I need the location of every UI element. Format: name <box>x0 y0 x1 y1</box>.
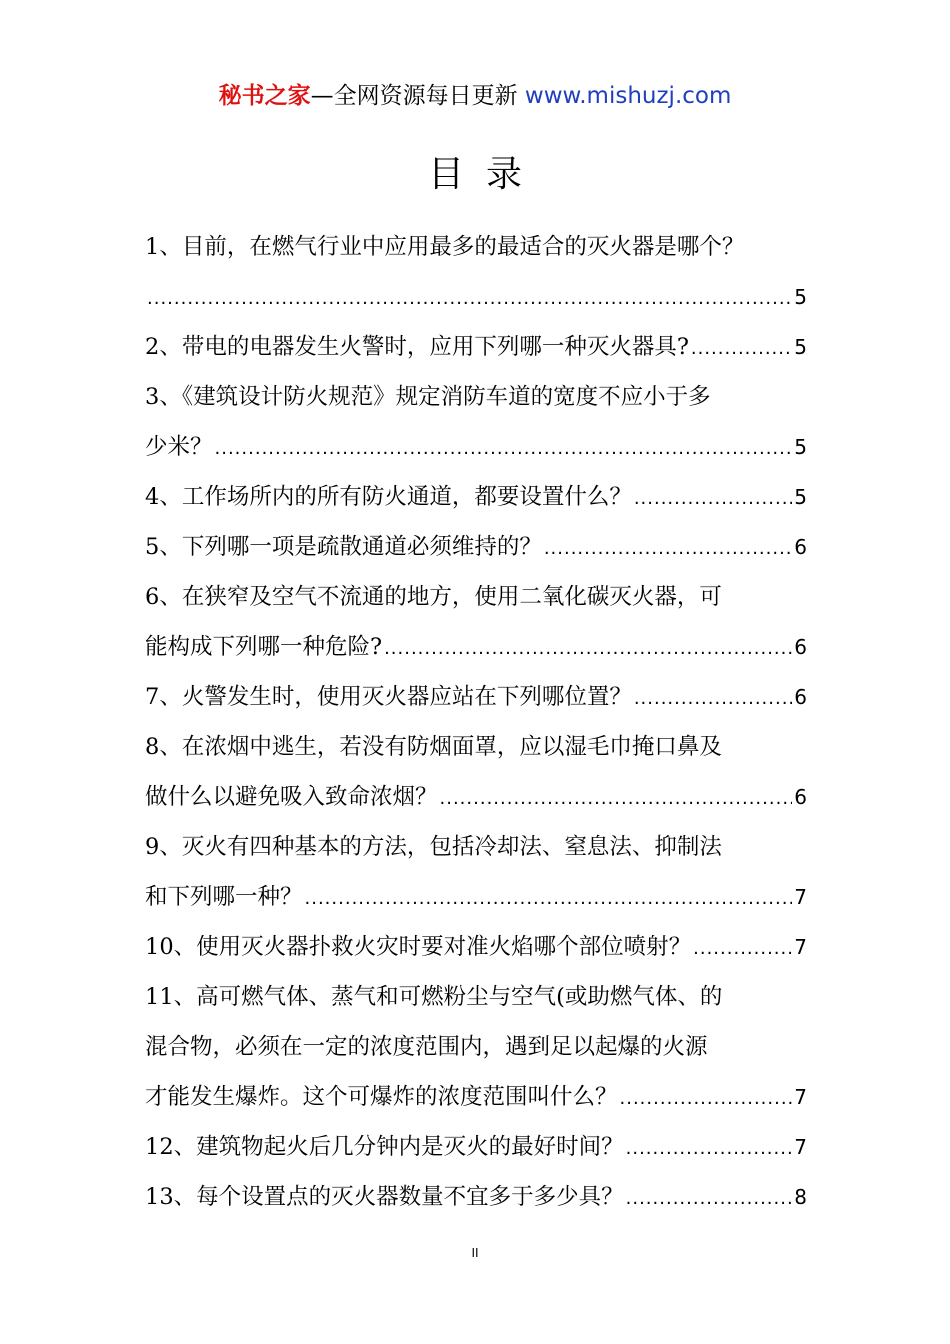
site-url-link[interactable]: www.mishuzj.com <box>524 83 732 109</box>
toc-entry-text: 6、在狭窄及空气不流通的地方，使用二氧化碳灭火器，可 <box>145 584 722 610</box>
toc-page-number: 5 <box>794 435 807 459</box>
toc-entry-text: 混合物，必须在一定的浓度范围内，遇到足以起爆的火源 <box>145 1034 708 1060</box>
toc-entry-text: 4、工作场所内的所有防火通道，都要设置什么？ <box>145 484 632 510</box>
toc-entry-text: 做什么以避免吸入致命浓烟？ <box>145 784 438 810</box>
toc-entry-text: 1、目前，在燃气行业中应用最多的最适合的灭火器是哪个？ <box>145 234 745 260</box>
toc-line[interactable] <box>145 372 807 422</box>
page-title: 目录 <box>427 154 544 195</box>
toc-line[interactable] <box>145 622 807 672</box>
toc-page-number: 7 <box>794 885 807 909</box>
toc-leader-dots <box>544 524 792 572</box>
toc-line[interactable] <box>145 722 807 772</box>
toc-line[interactable] <box>145 772 807 822</box>
toc-page-number: 6 <box>794 635 807 659</box>
toc-line[interactable] <box>145 522 807 572</box>
toc-line[interactable] <box>145 822 807 872</box>
toc-page-number: 8 <box>794 1185 807 1209</box>
toc-line[interactable] <box>145 1172 807 1222</box>
toc-leader-dots <box>440 774 793 822</box>
toc-line[interactable] <box>145 972 807 1022</box>
toc-leader-dots <box>215 424 793 472</box>
toc-leader-dots <box>384 624 792 672</box>
toc-line[interactable] <box>145 872 807 922</box>
site-header <box>0 80 950 112</box>
table-of-contents <box>145 222 807 1222</box>
toc-page-number: 6 <box>794 785 807 809</box>
toc-leader-dots <box>691 324 792 372</box>
toc-leader-dots <box>634 474 792 522</box>
toc-leader-dots <box>147 274 792 322</box>
toc-line[interactable] <box>145 1072 807 1122</box>
toc-page-number: 5 <box>794 285 807 309</box>
toc-entry-text: 才能发生爆炸。这个可爆炸的浓度范围叫什么？ <box>145 1084 618 1110</box>
toc-entry-text: 13、每个设置点的灭火器数量不宜多于多少具？ <box>145 1184 624 1210</box>
toc-entry-text: 11、高可燃气体、蒸气和可燃粉尘与空气(或助燃气体、的 <box>145 984 723 1010</box>
toc-line[interactable] <box>145 272 807 322</box>
toc-entry-text: 少米？ <box>145 434 213 460</box>
toc-page-number: 5 <box>794 335 807 359</box>
site-brand: 秘书之家 <box>218 83 311 109</box>
toc-line[interactable] <box>145 322 807 372</box>
toc-line[interactable] <box>145 472 807 522</box>
toc-line[interactable] <box>145 1022 807 1072</box>
toc-line[interactable] <box>145 572 807 622</box>
toc-entry-text: 2、带电的电器发生火警时，应用下列哪一种灭火器具? <box>145 334 689 360</box>
toc-entry-text: 3、《建筑设计防火规范》规定消防车道的宽度不应小于多 <box>145 384 711 410</box>
toc-page-number: 6 <box>794 535 807 559</box>
toc-entry-text: 能构成下列哪一种危险? <box>145 634 383 660</box>
toc-line[interactable] <box>145 1122 807 1172</box>
toc-line[interactable] <box>145 222 807 272</box>
toc-page-number: 5 <box>794 485 807 509</box>
toc-page-number: 7 <box>794 1085 807 1109</box>
toc-line[interactable] <box>145 422 807 472</box>
toc-leader-dots <box>634 674 792 722</box>
toc-page-number: 6 <box>794 685 807 709</box>
toc-line[interactable] <box>145 922 807 972</box>
toc-page-number: 7 <box>794 935 807 959</box>
toc-entry-text: 12、建筑物起火后几分钟内是灭火的最好时间？ <box>145 1134 624 1160</box>
toc-leader-dots <box>626 1174 793 1222</box>
toc-leader-dots <box>620 1074 793 1122</box>
toc-entry-text: 8、在浓烟中逃生，若没有防烟面罩，应以湿毛巾掩口鼻及 <box>145 734 722 760</box>
toc-page-number: 7 <box>794 1135 807 1159</box>
toc-leader-dots <box>626 1124 793 1172</box>
toc-entry-text: 9、灭火有四种基本的方法，包括冷却法、窒息法、抑制法 <box>145 834 722 860</box>
site-slogan: —全网资源每日更新 <box>310 83 525 109</box>
toc-entry-text: 和下列哪一种？ <box>145 884 303 910</box>
toc-entry-text: 10、使用灭火器扑救火灾时要对准火焰哪个部位喷射？ <box>145 934 692 960</box>
page-number: II <box>471 1246 479 1260</box>
toc-leader-dots <box>693 924 792 972</box>
toc-line[interactable] <box>145 672 807 722</box>
toc-entry-text: 5、下列哪一项是疏散通道必须维持的？ <box>145 534 542 560</box>
toc-entry-text: 7、火警发生时，使用灭火器应站在下列哪位置？ <box>145 684 632 710</box>
toc-leader-dots <box>305 874 793 922</box>
